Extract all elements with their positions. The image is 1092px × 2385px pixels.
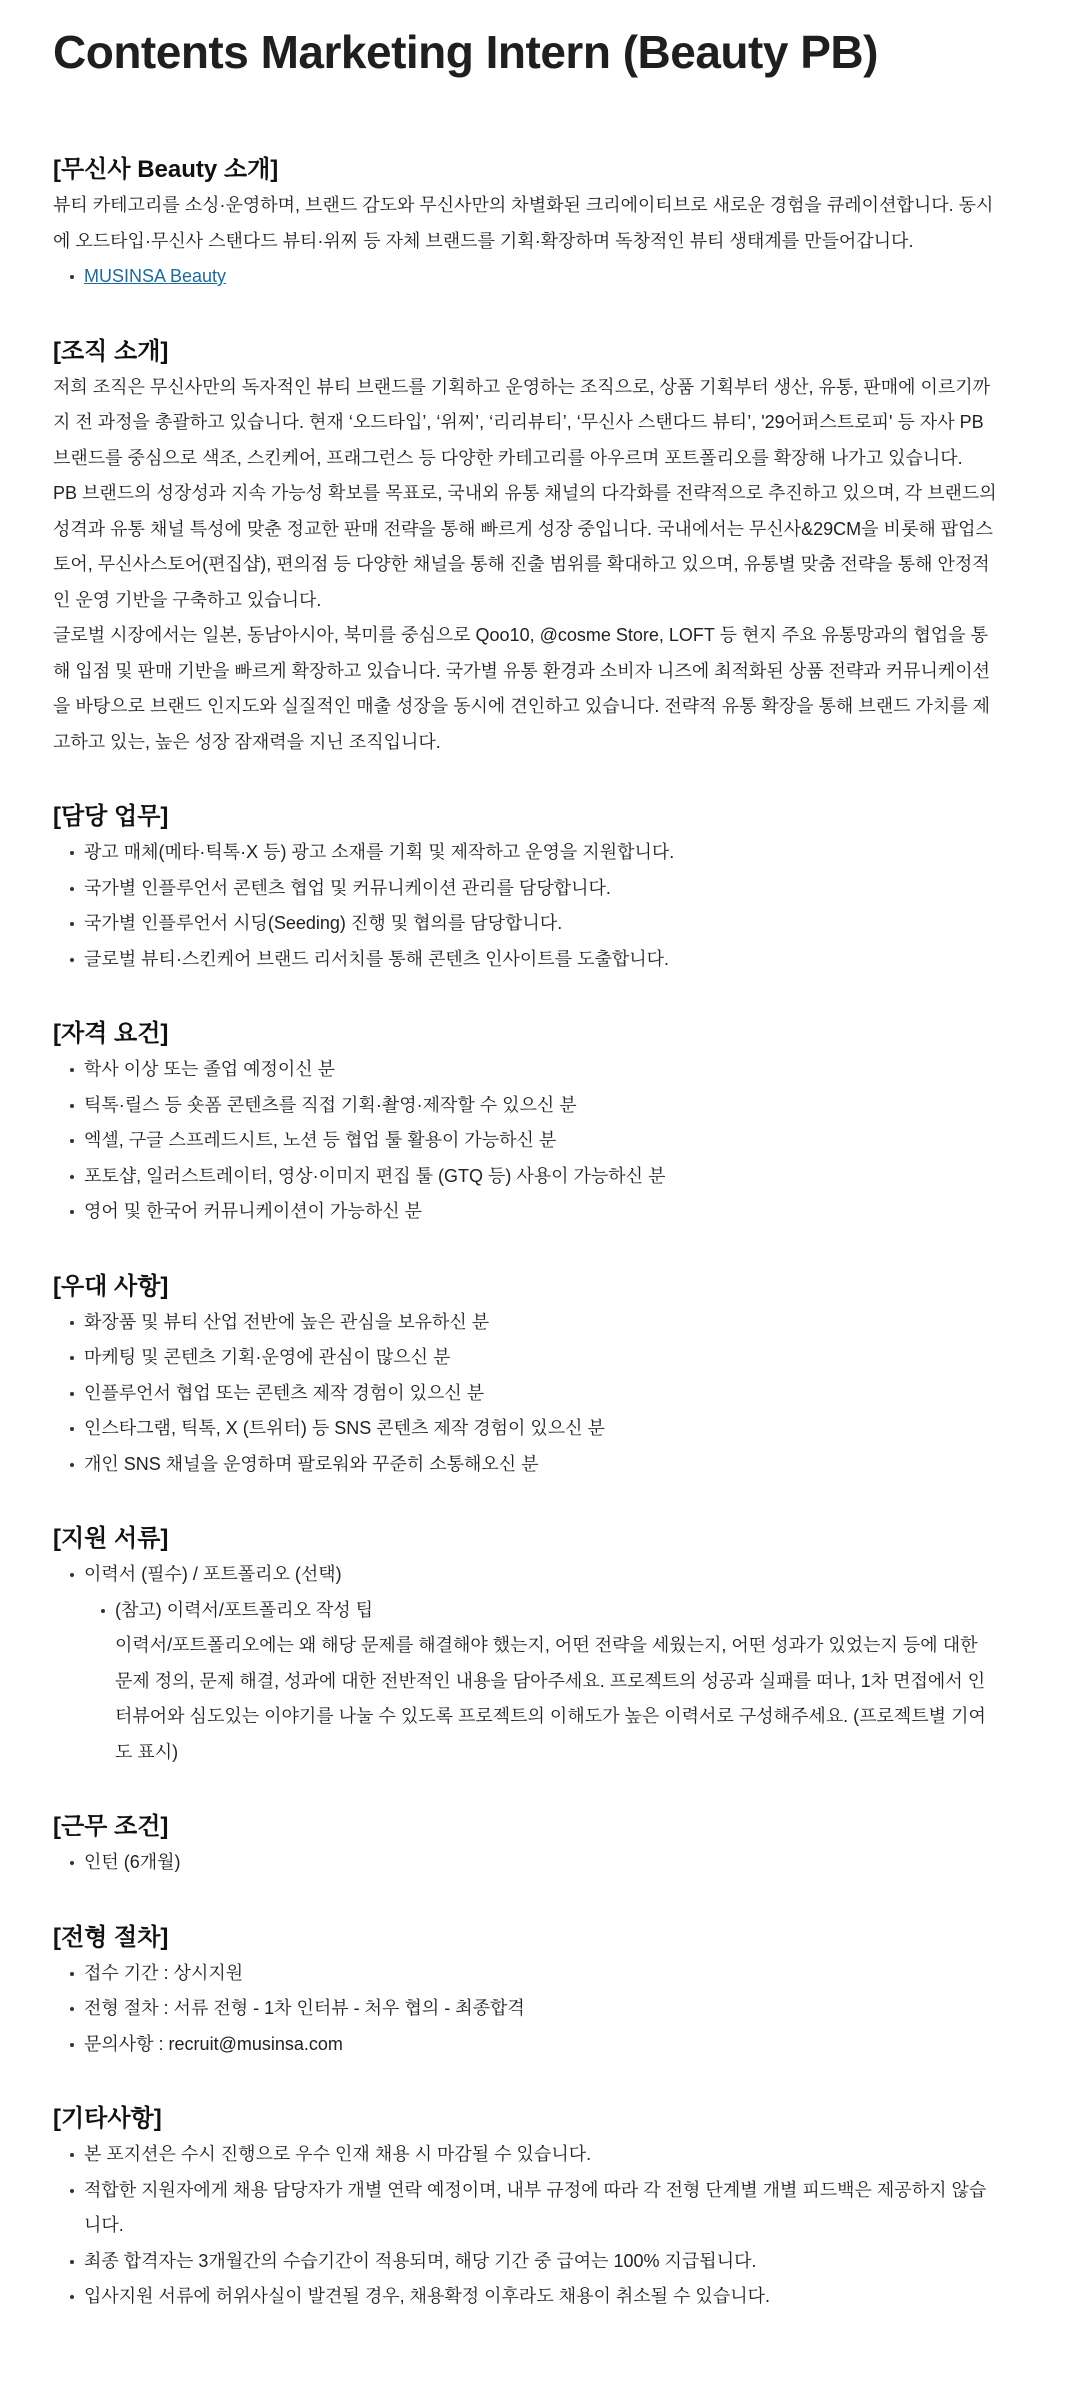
list-item: 광고 매체(메타·틱톡·X 등) 광고 소재를 기획 및 제작하고 운영을 지원합니다. [84, 835, 998, 871]
process-list [53, 1956, 998, 2063]
list-item [84, 259, 998, 295]
list-item [115, 1593, 998, 1771]
section-heading: [우대 사항] [53, 1272, 169, 1300]
list-item [84, 1557, 998, 1770]
list-item: 인플루언서 협업 또는 콘텐츠 제작 경험이 있으신 분 [84, 1376, 998, 1412]
page-title: Contents Marketing Intern (Beauty PB) [53, 26, 878, 78]
section-heading: [기타사항] [53, 2105, 162, 2132]
link-list [53, 259, 998, 295]
list-item: 개인 SNS 채널을 운영하며 팔로워와 꾸준히 소통해오신 분 [84, 1447, 998, 1483]
section-heading: [무신사 Beauty 소개] [53, 156, 279, 183]
list-item: 인턴 (6개월) [84, 1845, 998, 1881]
list-item: 글로벌 뷰티·스킨케어 브랜드 리서치를 통해 콘텐츠 인사이트를 도출합니다. [84, 942, 998, 978]
duties-list [53, 835, 998, 977]
section-heading: [조직 소개] [53, 337, 169, 365]
section-heading: [지원 서류] [53, 1525, 169, 1552]
intro-text: 뷰티 카테고리를 소싱·운영하며, 브랜드 감도와 무신사만의 차별화된 크리에이티브로 새로운 경험을 큐레이션합니다. 동시에 오드타입·무신사 스탠다드 뷰티·위찌 등 자체 브랜드를 기획·확장하며 독창적인 뷰티 생태계를 만들어갑니다. [53, 195, 994, 251]
list-item: 접수 기간 : 상시지원 [84, 1956, 998, 1992]
section-org [53, 334, 998, 761]
section-process [53, 1920, 998, 2063]
list-item: 입사지원 서류에 허위사실이 발견될 경우, 채용확정 이후라도 채용이 취소될 수 있습니다. [84, 2279, 998, 2315]
list-item: 최종 합격자는 3개월간의 수습기간이 적용되며, 해당 기간 중 급여는 100% 지급됩니다. [84, 2244, 998, 2280]
list-item: 국가별 인플루언서 시딩(Seeding) 진행 및 협의를 담당합니다. [84, 906, 998, 942]
org-paragraph: 저희 조직은 무신사만의 독자적인 뷰티 브랜드를 기획하고 운영하는 조직으로, 상품 기획부터 생산, 유통, 판매에 이르기까지 전 과정을 총괄하고 있습니다. 현재 ‘오드타입’, ‘위찌’, ‘리리뷰티’, ‘무신사 스탠다드 뷰티’, '29어퍼스트로피' 등 자사 PB 브랜드를 중심으로 색조, 스킨케어, 프래그런스 등 다양한 카테고리를 아우르며 포트폴리오를 확장해 나가고 있습니다. [53, 376, 991, 468]
org-paragraph: 글로벌 시장에서는 일본, 동남아시아, 북미를 중심으로 Qoo10, @cosme Store, LOFT 등 현지 주요 유통망과의 협업을 통해 입점 및 판매 기반을 빠르게 확장하고 있습니다. 국가별 유통 환경과 소비자 니즈에 최적화된 상품 전략과 커뮤니케이션을 바탕으로 브랜드 인지도와 실질적인 매출 성장을 동시에 견인하고 있습니다. 전략적 유통 확장을 통해 브랜드 가치를 제고하고 있는, 높은 성장 잠재력을 지닌 조직입니다. [53, 625, 991, 752]
section-etc [53, 2101, 998, 2315]
section-requirements [53, 1016, 998, 1230]
section-duties [53, 799, 998, 977]
list-item: 영어 및 한국어 커뮤니케이션이 가능하신 분 [84, 1194, 998, 1230]
list-item: 적합한 지원자에게 채용 담당자가 개별 연락 예정이며, 내부 규정에 따라 각 전형 단계별 개별 피드백은 제공하지 않습니다. [84, 2173, 998, 2244]
documents-item: 이력서 (필수) / 포트폴리오 (선택) [84, 1564, 342, 1584]
requirements-list [53, 1052, 998, 1230]
conditions-list [53, 1845, 998, 1881]
musinsa-beauty-link[interactable]: MUSINSA Beauty [84, 266, 227, 286]
etc-list [53, 2137, 998, 2315]
section-heading: [전형 절차] [53, 1923, 169, 1951]
documents-sublist [84, 1593, 998, 1771]
section-heading: [담당 업무] [53, 803, 169, 830]
list-item: 전형 절차 : 서류 전형 - 1차 인터뷰 - 처우 협의 - 최종합격 [84, 1991, 998, 2027]
list-item: 화장품 및 뷰티 산업 전반에 높은 관심을 보유하신 분 [84, 1305, 998, 1341]
section-heading: [근무 조건] [53, 1813, 169, 1840]
section-documents [53, 1521, 998, 1770]
list-item: 학사 이상 또는 졸업 예정이신 분 [84, 1052, 998, 1088]
list-item: 국가별 인플루언서 콘텐츠 협업 및 커뮤니케이션 관리를 담당합니다. [84, 871, 998, 907]
tip-text: 이력서/포트폴리오에는 왜 해당 문제를 해결해야 했는지, 어떤 전략을 세웠는지, 어떤 성과가 있었는지 등에 대한 문제 정의, 문제 해결, 성과에 대한 전반적인 내용을 담아주세요. 프로젝트의 성공과 실패를 떠나, 1차 면접에서 인터뷰어와 심도있는 이야기를 나눌 수 있도록 프로젝트의 이해도가 높은 이력서로 구성해주세요. (프로젝트별 기여도 표시) [115, 1635, 986, 1762]
org-paragraph: PB 브랜드의 성장성과 지속 가능성 확보를 목표로, 국내외 유통 채널의 다각화를 전략적으로 추진하고 있으며, 각 브랜드의 성격과 유통 채널 특성에 맞춘 정교한 판매 전략을 통해 빠르게 성장 중입니다. 국내에서는 무신사&29CM을 비롯해 팝업스토어, 무신사스토어(편집샵), 편의점 등 다양한 채널을 통해 진출 범위를 확대하고 있으며, 유통별 맞춤 전략을 통해 안정적인 운영 기반을 구축하고 있습니다. [53, 483, 997, 610]
list-item: 문의사항 : recruit@musinsa.com [84, 2027, 998, 2063]
list-item: 마케팅 및 콘텐츠 기획·운영에 관심이 많으신 분 [84, 1340, 998, 1376]
list-item: 본 포지션은 수시 진행으로 우수 인재 채용 시 마감될 수 있습니다. [84, 2137, 998, 2173]
list-item: 인스타그램, 틱톡, X (트위터) 등 SNS 콘텐츠 제작 경험이 있으신 분 [84, 1411, 998, 1447]
tip-title: (참고) 이력서/포트폴리오 작성 팁 [115, 1599, 374, 1620]
list-item: 틱톡·릴스 등 숏폼 콘텐츠를 직접 기획·촬영·제작할 수 있으신 분 [84, 1088, 998, 1124]
list-item: 포토샵, 일러스트레이터, 영상·이미지 편집 툴 (GTQ 등) 사용이 가능하신 분 [84, 1159, 998, 1195]
preferred-list [53, 1305, 998, 1483]
section-heading: [자격 요건] [53, 1020, 169, 1047]
section-intro [53, 152, 998, 295]
documents-list [53, 1557, 998, 1770]
section-conditions [53, 1809, 998, 1881]
list-item: 엑셀, 구글 스프레드시트, 노션 등 협업 툴 활용이 가능하신 분 [84, 1123, 998, 1159]
section-preferred [53, 1269, 998, 1483]
